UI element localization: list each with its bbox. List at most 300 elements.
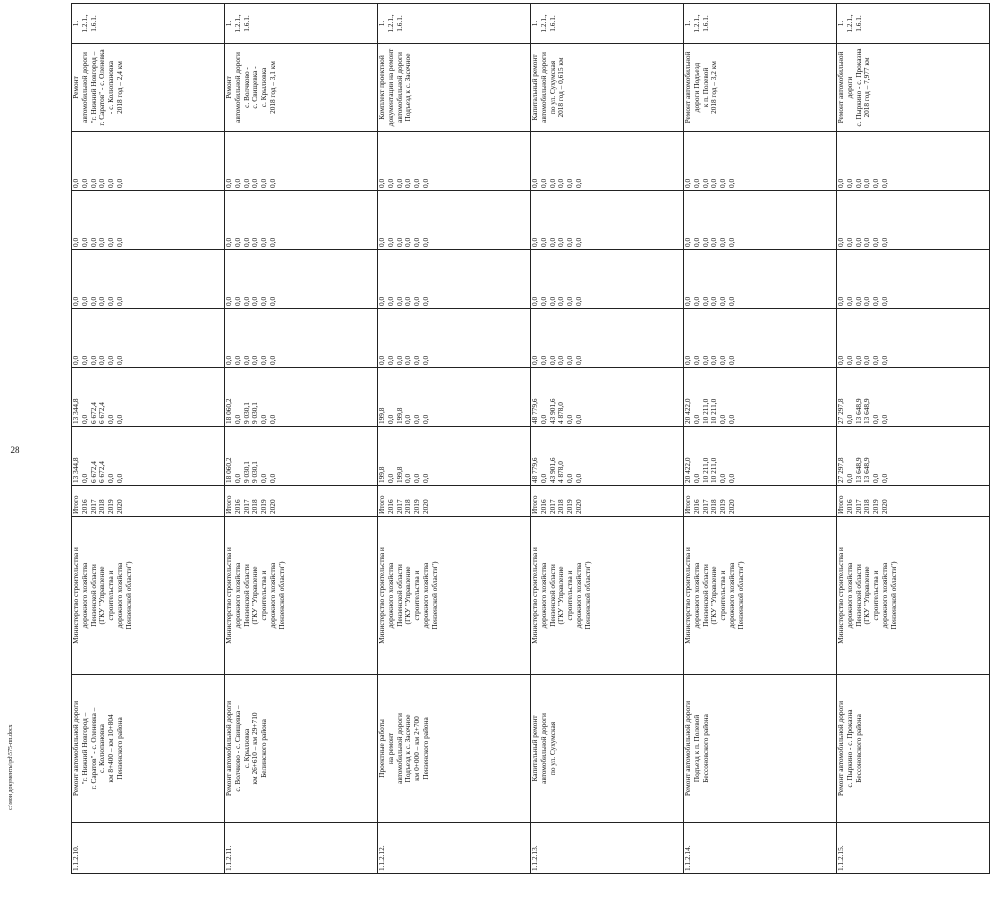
funding-source-2-line: 0,0 (377, 355, 386, 365)
funding-source-1-cell (225, 368, 378, 427)
target-indicators-line: 1.6.1. (853, 15, 863, 32)
funding-source-2-line: 0,0 (709, 355, 719, 365)
measure-name-line: по ул. Сухумская (547, 721, 557, 776)
expected-result-line: по ул. Сухумская (547, 60, 557, 115)
table-row (531, 4, 684, 874)
expected-result-line: с. Свищевка - (250, 66, 260, 109)
funding-source-4-line: 0,0 (718, 237, 728, 247)
responsible-executor-cell (225, 517, 378, 675)
funding-total-cell (531, 427, 684, 486)
funding-source-1-line: 9 030,1 (250, 402, 260, 424)
responsible-executor-line: Министерство строительства и (71, 547, 80, 644)
funding-total-line: 18 060,2 (224, 457, 233, 483)
measure-name-line: Ремонт автомобильной дороги (683, 700, 692, 797)
funding-source-5-line: 0,0 (106, 178, 116, 188)
funding-source-1-line: 13 648,9 (853, 398, 863, 424)
expected-result-line: автомобильной дороги (394, 52, 404, 123)
measure-name-line: Проектные работы (377, 719, 386, 778)
year-column-line: 2020 (267, 499, 277, 514)
funding-source-3-line: 0,0 (726, 296, 736, 306)
funding-source-4-line: 0,0 (224, 237, 233, 247)
funding-source-5-line: 0,0 (726, 178, 736, 188)
funding-total-line: 10 211,0 (700, 457, 710, 483)
measure-name-line: с. Крылювка (241, 728, 251, 769)
responsible-executor-line: дорожного хозяйства (385, 562, 395, 629)
year-column-line: 2019 (565, 499, 575, 514)
funding-total-line: 20 422,0 (683, 457, 692, 483)
funding-source-4-line: 0,0 (71, 237, 80, 247)
target-indicators-line: 1. (530, 20, 539, 27)
year-column-line: 2019 (718, 499, 728, 514)
funding-source-4-cell (72, 191, 225, 250)
responsible-executor-cell (837, 517, 990, 675)
responsible-executor-line: Пензенской области (547, 564, 557, 627)
funding-total-line: 0,0 (871, 473, 881, 483)
responsible-executor-line: дорожного хозяйства (879, 562, 889, 629)
measure-name-line: Белинского района (259, 719, 269, 778)
funding-source-3-line: 0,0 (862, 296, 872, 306)
target-indicators-line: 1. (224, 20, 233, 27)
year-column-line: 2018 (250, 499, 260, 514)
funding-source-5-line: 0,0 (853, 178, 863, 188)
expected-result-line: с. Пыркино - с. Проказна (853, 48, 863, 127)
funding-source-2-line: 0,0 (88, 355, 98, 365)
rotated-page-content (71, 4, 898, 874)
measure-name-cell (72, 675, 225, 823)
funding-total-line: 43 901,6 (547, 457, 557, 483)
funding-source-2-line: 0,0 (556, 355, 566, 365)
funding-total-line: 13 648,9 (862, 457, 872, 483)
funding-source-2-line: 0,0 (79, 355, 89, 365)
funding-source-4-line: 0,0 (565, 237, 575, 247)
year-column-line: 2017 (394, 499, 404, 514)
funding-source-4-cell (684, 191, 837, 250)
measure-name-cell (684, 675, 837, 823)
table-row (837, 4, 990, 874)
funding-total-line: 0,0 (879, 473, 889, 483)
funding-source-1-line: 10 211,0 (709, 398, 719, 424)
funding-source-4-line: 0,0 (556, 237, 566, 247)
funding-total-cell (684, 427, 837, 486)
measure-number-cell: 1.1.2.15. (837, 823, 990, 874)
year-column-line: 2020 (573, 499, 583, 514)
year-column-line: 2018 (556, 499, 566, 514)
funding-source-5-line: 0,0 (97, 178, 107, 188)
funding-source-2-line: 0,0 (844, 355, 854, 365)
funding-source-1-line: 9 030,1 (241, 402, 251, 424)
target-indicators-cell (378, 4, 531, 44)
funding-source-1-line: 0,0 (573, 414, 583, 424)
responsible-executor-line: Министерство строительства и (683, 547, 692, 644)
funding-source-3-line: 0,0 (683, 296, 692, 306)
funding-source-3-cell (225, 250, 378, 309)
year-column-line: 2020 (114, 499, 124, 514)
funding-source-5-line: 0,0 (232, 178, 242, 188)
funding-source-4-line: 0,0 (879, 237, 889, 247)
funding-total-line: 6 672,4 (88, 461, 98, 483)
funding-source-4-cell (837, 191, 990, 250)
funding-source-3-line: 0,0 (573, 296, 583, 306)
funding-source-5-line: 0,0 (879, 178, 889, 188)
target-indicators-line: 1.2.1., (691, 14, 701, 33)
measure-name-line: Пензенского района (420, 717, 430, 780)
funding-source-4-line: 0,0 (709, 237, 719, 247)
funding-source-1-line: 0,0 (259, 414, 269, 424)
expected-result-line: с. Крылювка (259, 67, 269, 108)
expected-result-line: 2018 год – 0,615 км (556, 57, 566, 118)
funding-source-1-cell (531, 368, 684, 427)
funding-source-5-line: 0,0 (250, 178, 260, 188)
funding-source-5-line: 0,0 (412, 178, 422, 188)
funding-source-3-line: 0,0 (394, 296, 404, 306)
table-row (378, 4, 531, 874)
funding-source-1-line: 0,0 (718, 414, 728, 424)
target-indicators-line: 1.6.1. (700, 15, 710, 32)
funding-source-5-line: 0,0 (691, 178, 701, 188)
funding-source-5-line: 0,0 (844, 178, 854, 188)
responsible-executor-line: Пензенской области") (429, 561, 439, 630)
expected-result-line: г. Саратов" - с. Оленевка (97, 49, 107, 126)
funding-source-1-line: 10 211,0 (700, 398, 710, 424)
expected-result-line: дороги Подъезд (691, 62, 701, 113)
expected-result-line: Ремонт (224, 76, 233, 99)
funding-total-line: 0,0 (420, 473, 430, 483)
funding-source-1-line: 43 901,6 (547, 398, 557, 424)
expected-result-cell (225, 44, 378, 132)
measure-name-line: Подъезд к п. Полевой (691, 714, 701, 783)
expected-result-line: Ремонт автомобильной (836, 51, 845, 124)
responsible-executor-line: Пензенской области (853, 564, 863, 627)
funding-source-5-line: 0,0 (700, 178, 710, 188)
target-indicators-line: 1.2.1., (385, 14, 395, 33)
table-row (72, 4, 225, 874)
year-column-line: Итого (683, 495, 692, 514)
funding-total-cell (225, 427, 378, 486)
funding-source-5-line: 0,0 (79, 178, 89, 188)
year-column-line: 2016 (232, 499, 242, 514)
measure-name-line: Ремонт автомобильной дороги (71, 700, 80, 797)
funding-total-line: 0,0 (232, 473, 242, 483)
funding-source-3-cell (531, 250, 684, 309)
measure-name-cell (531, 675, 684, 823)
funding-source-5-line: 0,0 (114, 178, 124, 188)
measure-number-cell: 1.1.2.13. (531, 823, 684, 874)
year-column-line: 2018 (403, 499, 413, 514)
funding-total-line: 199,8 (394, 466, 404, 483)
funding-source-4-line: 0,0 (232, 237, 242, 247)
year-column-line: 2017 (547, 499, 557, 514)
expected-result-cell (837, 44, 990, 132)
responsible-executor-line: строительства и (259, 570, 269, 621)
funding-source-1-line: 0,0 (114, 414, 124, 424)
funding-source-5-line: 0,0 (420, 178, 430, 188)
funding-source-5-line: 0,0 (836, 178, 845, 188)
expected-result-line: Капитальный ремонт (530, 54, 539, 121)
responsible-executor-line: (ГКУ "Управление (250, 566, 260, 625)
funding-total-line: 48 779,6 (530, 457, 539, 483)
funding-source-4-line: 0,0 (726, 237, 736, 247)
funding-source-5-line: 0,0 (573, 178, 583, 188)
year-column-line: 2020 (879, 499, 889, 514)
funding-total-line: 199,8 (377, 466, 386, 483)
funding-source-1-line: 13 648,9 (862, 398, 872, 424)
funding-source-5-line: 0,0 (547, 178, 557, 188)
funding-source-1-line: 0,0 (565, 414, 575, 424)
responsible-executor-line: Пензенской области (700, 564, 710, 627)
year-column-line: 2019 (259, 499, 269, 514)
funding-source-5-line: 0,0 (709, 178, 719, 188)
funding-source-3-line: 0,0 (691, 296, 701, 306)
funding-source-2-line: 0,0 (403, 355, 413, 365)
year-column-line: 2020 (420, 499, 430, 514)
funding-source-4-line: 0,0 (88, 237, 98, 247)
expected-result-cell (378, 44, 531, 132)
expected-result-line: Ремонт автомобильной (683, 51, 692, 124)
target-indicators-line: 1.2.1., (844, 14, 854, 33)
funding-source-4-line: 0,0 (97, 237, 107, 247)
funding-source-3-line: 0,0 (556, 296, 566, 306)
responsible-executor-cell (531, 517, 684, 675)
responsible-executor-line: (ГКУ "Управление (862, 566, 872, 625)
funding-source-1-cell (837, 368, 990, 427)
funding-source-2-cell (225, 309, 378, 368)
funding-source-2-line: 0,0 (114, 355, 124, 365)
funding-source-2-cell (378, 309, 531, 368)
funding-source-1-line: 0,0 (726, 414, 736, 424)
funding-source-3-cell (837, 250, 990, 309)
funding-source-2-line: 0,0 (71, 355, 80, 365)
year-column-cell (378, 486, 531, 517)
funding-source-4-line: 0,0 (79, 237, 89, 247)
expected-result-line: Комплект проектной (377, 55, 386, 120)
funding-source-4-line: 0,0 (267, 237, 277, 247)
footer-file-path: c:\мои документы\pd\575-пп.docx (8, 724, 14, 810)
year-column-line: 2019 (412, 499, 422, 514)
responsible-executor-line: дорожного хозяйства (267, 562, 277, 629)
funding-source-2-line: 0,0 (700, 355, 710, 365)
funding-total-line: 0,0 (403, 473, 413, 483)
funding-source-4-line: 0,0 (836, 237, 845, 247)
funding-source-1-line: 0,0 (232, 414, 242, 424)
measure-name-line: с. Волчково - с. Свищевка – (232, 705, 242, 792)
funding-source-2-line: 0,0 (530, 355, 539, 365)
funding-source-1-line: 27 297,8 (836, 398, 845, 424)
responsible-executor-line: Пензенской области") (582, 561, 592, 630)
funding-source-2-line: 0,0 (862, 355, 872, 365)
measure-name-line: с. Пыркино - с. Проказна (844, 709, 854, 788)
funding-source-3-cell (72, 250, 225, 309)
year-column-cell (531, 486, 684, 517)
year-column-line: 2020 (726, 499, 736, 514)
measure-number-cell: 1.1.2.14. (684, 823, 837, 874)
funding-source-4-cell (378, 191, 531, 250)
funding-source-5-line: 0,0 (394, 178, 404, 188)
expected-result-line: к п. Полевой (700, 67, 710, 108)
funding-total-cell (72, 427, 225, 486)
funding-source-2-line: 0,0 (420, 355, 430, 365)
funding-total-line: 4 878,0 (556, 461, 566, 483)
funding-source-2-line: 0,0 (232, 355, 242, 365)
funding-source-3-line: 0,0 (224, 296, 233, 306)
responsible-executor-line: (ГКУ "Управление (97, 566, 107, 625)
expected-result-line: 2018 год – 7,977 км (862, 57, 872, 118)
funding-total-line: 0,0 (106, 473, 116, 483)
funding-source-4-line: 0,0 (547, 237, 557, 247)
funding-source-5-line: 0,0 (241, 178, 251, 188)
funding-source-2-line: 0,0 (879, 355, 889, 365)
responsible-executor-line: Министерство строительства и (530, 547, 539, 644)
funding-source-5-line: 0,0 (71, 178, 80, 188)
expected-result-line: автомобильной дороги (232, 52, 242, 123)
funding-source-4-line: 0,0 (250, 237, 260, 247)
funding-source-3-line: 0,0 (106, 296, 116, 306)
target-indicators-cell (531, 4, 684, 44)
target-indicators-cell (225, 4, 378, 44)
expected-result-cell (531, 44, 684, 132)
funding-source-3-line: 0,0 (377, 296, 386, 306)
funding-total-line: 0,0 (844, 473, 854, 483)
funding-source-4-cell (225, 191, 378, 250)
responsible-executor-line: строительства и (412, 570, 422, 621)
funding-source-2-line: 0,0 (224, 355, 233, 365)
funding-source-2-line: 0,0 (538, 355, 548, 365)
funding-total-line: 27 297,8 (836, 457, 845, 483)
funding-source-2-line: 0,0 (394, 355, 404, 365)
responsible-executor-line: Министерство строительства и (836, 547, 845, 644)
measure-name-line: "г. Нижний Новгород – (79, 712, 89, 785)
funding-source-1-cell (684, 368, 837, 427)
funding-source-5-cell (684, 132, 837, 191)
responsible-executor-line: Пензенской области") (735, 561, 745, 630)
measure-name-cell (225, 675, 378, 823)
measure-name-line: км 8+400 – км 10+804 (106, 714, 116, 783)
year-column-line: 2017 (853, 499, 863, 514)
funding-source-1-cell (378, 368, 531, 427)
funding-source-2-cell (684, 309, 837, 368)
responsible-executor-line: дорожного хозяйства (79, 562, 89, 629)
funding-source-3-line: 0,0 (836, 296, 845, 306)
responsible-executor-cell (684, 517, 837, 675)
responsible-executor-line: (ГКУ "Управление (709, 566, 719, 625)
funding-source-3-line: 0,0 (530, 296, 539, 306)
funding-source-4-line: 0,0 (412, 237, 422, 247)
funding-source-2-line: 0,0 (683, 355, 692, 365)
funding-total-line: 0,0 (726, 473, 736, 483)
funding-source-4-line: 0,0 (114, 237, 124, 247)
funding-source-2-line: 0,0 (412, 355, 422, 365)
funding-source-1-line: 0,0 (79, 414, 89, 424)
funding-source-2-line: 0,0 (259, 355, 269, 365)
funding-source-5-line: 0,0 (871, 178, 881, 188)
funding-source-4-line: 0,0 (403, 237, 413, 247)
year-column-cell (684, 486, 837, 517)
page-number: 28 (10, 445, 20, 455)
funding-source-5-line: 0,0 (403, 178, 413, 188)
target-indicators-cell (837, 4, 990, 44)
funding-source-2-line: 0,0 (691, 355, 701, 365)
target-indicators-line: 1. (836, 20, 845, 27)
measure-name-cell (837, 675, 990, 823)
measure-name-line: автомобильной дороги (538, 713, 548, 784)
funding-total-line: 10 211,0 (709, 457, 719, 483)
funding-source-4-line: 0,0 (420, 237, 430, 247)
funding-source-1-line: 48 779,6 (530, 398, 539, 424)
funding-source-5-line: 0,0 (259, 178, 269, 188)
measure-name-line: Капитальный ремонт (530, 715, 539, 782)
funding-source-3-line: 0,0 (879, 296, 889, 306)
funding-source-3-line: 0,0 (267, 296, 277, 306)
year-column-line: Итого (224, 495, 233, 514)
funding-total-line: 0,0 (385, 473, 395, 483)
program-measures-table (71, 3, 990, 874)
funding-source-5-line: 0,0 (530, 178, 539, 188)
funding-source-3-line: 0,0 (403, 296, 413, 306)
funding-source-4-line: 0,0 (241, 237, 251, 247)
funding-total-line: 13 344,8 (71, 457, 80, 483)
funding-total-line: 0,0 (259, 473, 269, 483)
expected-result-line: Подъезд к с. Засечное (403, 53, 413, 122)
funding-source-4-line: 0,0 (106, 237, 116, 247)
year-column-line: 2017 (700, 499, 710, 514)
expected-result-cell (72, 44, 225, 132)
funding-source-2-line: 0,0 (853, 355, 863, 365)
expected-result-line: 2018 год – 3,2 км (709, 61, 719, 114)
funding-source-2-line: 0,0 (565, 355, 575, 365)
funding-total-line: 0,0 (79, 473, 89, 483)
funding-source-3-line: 0,0 (241, 296, 251, 306)
table-body (72, 4, 990, 874)
funding-source-2-cell (531, 309, 684, 368)
funding-source-5-line: 0,0 (385, 178, 395, 188)
funding-source-5-cell (378, 132, 531, 191)
responsible-executor-line: дорожного хозяйства (538, 562, 548, 629)
measure-name-line: на ремонт (385, 732, 395, 765)
year-column-cell (837, 486, 990, 517)
funding-source-5-line: 0,0 (267, 178, 277, 188)
funding-source-1-line: 0,0 (106, 414, 116, 424)
funding-source-4-line: 0,0 (871, 237, 881, 247)
funding-source-3-line: 0,0 (71, 296, 80, 306)
measure-name-line: км 26+610 – км 29+710 (250, 712, 260, 785)
funding-source-5-cell (837, 132, 990, 191)
funding-source-2-line: 0,0 (871, 355, 881, 365)
year-column-line: Итого (377, 495, 386, 514)
funding-source-3-line: 0,0 (538, 296, 548, 306)
year-column-line: Итого (836, 495, 845, 514)
funding-source-5-line: 0,0 (862, 178, 872, 188)
funding-source-1-line: 0,0 (385, 414, 395, 424)
funding-source-1-line: 0,0 (538, 414, 548, 424)
funding-source-1-line: 6 672,4 (97, 402, 107, 424)
expected-result-line: 2018 год – 3,1 км (267, 61, 277, 114)
funding-source-5-line: 0,0 (565, 178, 575, 188)
expected-result-line: автомобильной дороги (538, 52, 548, 123)
target-indicators-line: 1.6.1. (241, 15, 251, 32)
funding-source-2-line: 0,0 (836, 355, 845, 365)
funding-total-cell (378, 427, 531, 486)
funding-source-4-line: 0,0 (385, 237, 395, 247)
measure-name-line: с. Колюпановка (97, 724, 107, 773)
funding-source-4-line: 0,0 (844, 237, 854, 247)
funding-source-3-line: 0,0 (79, 296, 89, 306)
responsible-executor-line: Пензенской области") (123, 561, 133, 630)
year-column-line: 2018 (97, 499, 107, 514)
measure-name-line: Ремонт автомобильной дороги (836, 700, 845, 797)
funding-source-5-line: 0,0 (538, 178, 548, 188)
target-indicators-line: 1.2.1., (79, 14, 89, 33)
funding-source-4-line: 0,0 (394, 237, 404, 247)
funding-source-4-line: 0,0 (853, 237, 863, 247)
